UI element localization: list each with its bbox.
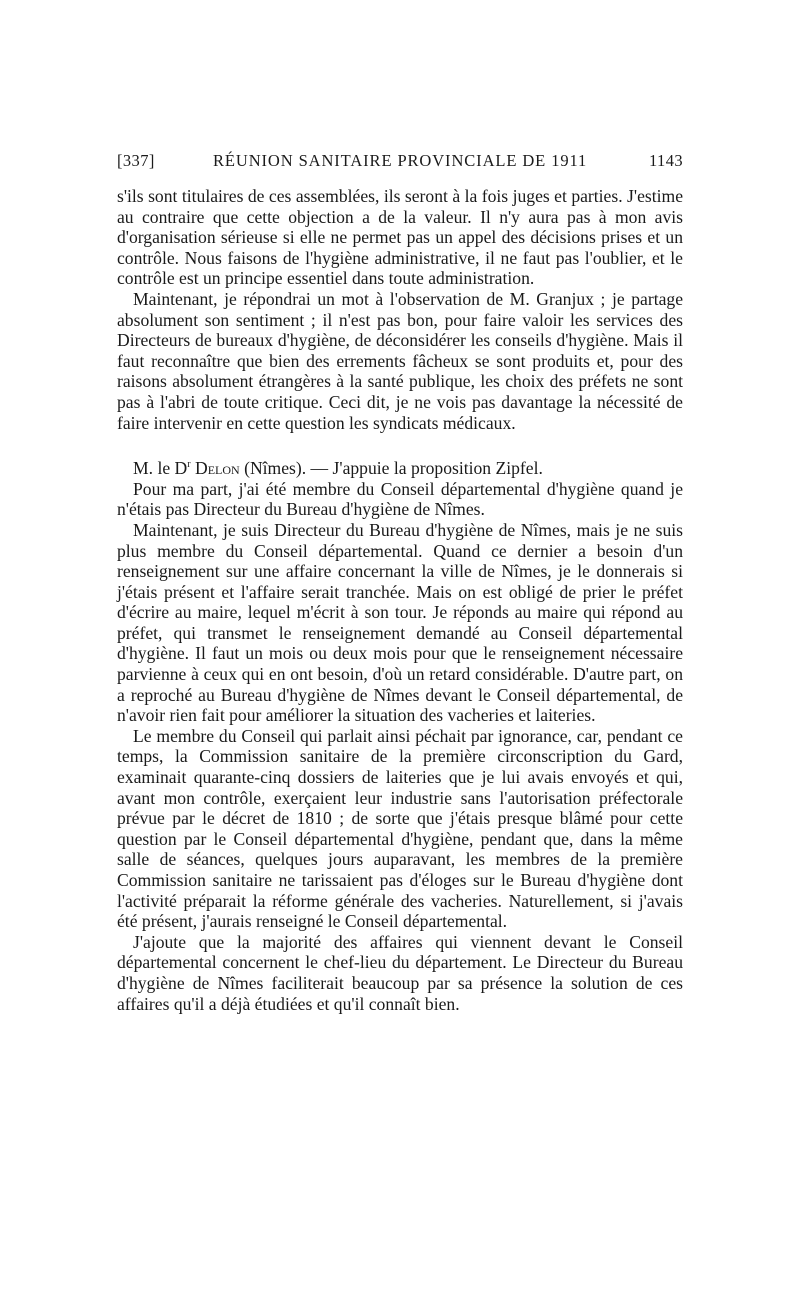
speaker-place: (Nîmes). — <box>239 458 333 479</box>
paragraph-dairies: Le membre du Conseil qui parlait ainsi péchait par ignorance, car, pendant ce temps, la Commission sanitaire de la première circonscription du Gard, examinait quarante-cinq dossiers de laiteries que je lui avais envoyés et qui, avant mon contrôle, exerçaient leur industrie sans l'autorisation préfectorale prévue par le décret de 1810 ; de sorte que j'étais presque blâmé pour cette question par le Conseil départemental d'hygiène, pendant que, dans la même salle de séances, quelques jours auparavant, les membres de la première Commission sanitaire ne tarissaient pas d'éloges sur le Bureau d'hygiène dont l'activité préparait la réforme générale des vacheries. Naturellement, si j'avais été présent, j'aurais renseigné le Conseil départemental. <box>117 725 683 932</box>
speaker-name: Delon <box>195 458 240 479</box>
speaker-prefix: M. le D <box>133 458 188 479</box>
page-number: 1143 <box>649 151 683 170</box>
paragraph-granjux-reply: Maintenant, je répondrai un mot à l'observation de M. Granjux ; je partage absolument son sentiment ; il n'est pas bon, pour faire valoir les services des Directeurs de bureaux d'hygiène, de déconsidérer les conseils d'hygiène. Mais il faut reconnaître que bien des errements fâcheux se sont produits et, pour des raisons absolument étrangères à la santé publique, les choix des préfets ne sont pas à l'abri de toute critique. Ceci dit, je ne vois pas davantage la nécessité de faire intervenir en cette question les syndicats médicaux. <box>117 288 683 433</box>
page-reference: [337] <box>117 151 155 170</box>
speaker-title-superscript: r <box>187 459 191 471</box>
paragraph-information-delay: Maintenant, je suis Directeur du Bureau d'hygiène de Nîmes, mais je ne suis plus membre du Conseil départemental. Quand ce dernier a besoin d'un renseignement sur une affaire concernant la ville de Nîmes, je le donnerais si j'étais présent et l'affaire serait tranchée. Mais on est obligé de prier le préfet d'écrire au maire, lequel m'écrit à son tour. Je réponds au maire qui répond au préfet, qui transmet le renseignement demandé au Conseil départemental d'hygiène. Il faut un mois ou deux mois pour que le renseignement nécessaire parvienne à ceux qui en ont besoin, d'où un retard considérable. D'autre part, on a reproché au Bureau d'hygiène de Nîmes devant le Conseil départemental, de n'avoir rien fait pour améliorer la situation des vacheries et laiteries. <box>117 519 683 726</box>
running-title: RÉUNION SANITAIRE PROVINCIALE DE 1911 <box>213 151 588 170</box>
paragraph-former-member: Pour ma part, j'ai été membre du Conseil départemental d'hygiène quand je n'étais pas Directeur du Bureau d'hygiène de Nîmes. <box>117 478 683 520</box>
paragraph-conclusion: J'ajoute que la majorité des affaires qui viennent devant le Conseil départemental concernent le chef-lieu du département. Le Directeur du Bureau d'hygiène de Nîmes faciliterait beaucoup par sa présence la solution de ces affaires qu'il a déjà étudiées et qu'il connaît bien. <box>117 931 683 1014</box>
paragraph-continuation: s'ils sont titulaires de ces assemblées, ils seront à la fois juges et parties. J'estime au contraire que cette objection a de la valeur. Il n'y aura pas à mon avis d'organisation sérieuse si elle ne permet pas un appel des décisions prises et un contrôle. Nous faisons de l'hygiène administrative, il ne faut pas l'oublier, et le contrôle est un principe essentiel dans toute administration. <box>117 186 683 289</box>
speaker-statement: J'appuie la proposition Zipfel. <box>332 458 543 479</box>
body-text <box>117 186 683 1014</box>
paragraph-delon-intervention <box>117 458 683 479</box>
